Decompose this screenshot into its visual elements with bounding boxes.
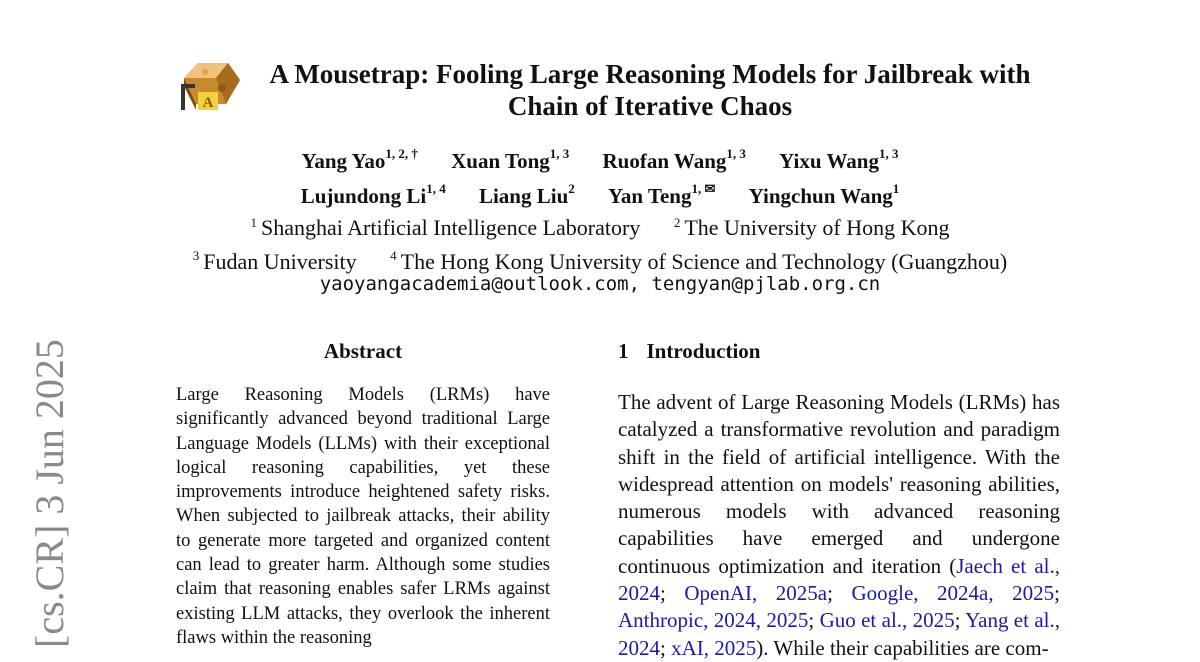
citation-link[interactable]: Google, 2024a, 2025 <box>851 581 1055 606</box>
author-list <box>0 141 1200 211</box>
author: Yingchun Wang$^1$ <box>748 181 900 208</box>
author-row <box>0 176 1200 211</box>
section-title: Introduction <box>646 339 761 363</box>
author: Liang Liu$^2$ <box>478 181 575 208</box>
affiliation-list <box>0 209 1200 276</box>
intro-text-tail: ). While their capabilities are com- <box>756 635 1049 660</box>
affiliation: $^2$ The University of Hong Kong <box>673 215 950 241</box>
arxiv-stamp: [cs.CR] 3 Jun 2025 <box>27 339 72 648</box>
svg-text:A: A <box>202 95 214 111</box>
citation-link[interactable]: Jaech et al., 2024 <box>618 553 1060 606</box>
citation-link[interactable]: Guo et al., 2025 <box>819 608 955 633</box>
intro-text-lead: The advent of Large Reasoning Models (LRMs) has catalyzed a transformative revolution and paradigm shift in the field of artificial intelligence. With the widespread attention on models' reasoning abilities, numerous models with advanced reasoning capabilities have emerged and undergone continuous optimization and iteration ( <box>618 390 1060 578</box>
citation-link[interactable]: Anthropic, 2024, 2025 <box>618 608 809 633</box>
introduction-heading <box>618 338 760 364</box>
citation-link[interactable]: xAI, 2025 <box>671 635 757 660</box>
affiliation: $^3$ Fudan University <box>192 248 357 274</box>
affiliation: $^4$ The Hong Kong University of Science and Technology (Guangzhou) <box>390 248 1008 274</box>
author: Yan Teng$^{1, ✉}$ <box>608 181 716 208</box>
abstract-heading: Abstract <box>323 339 403 363</box>
citation-link[interactable]: OpenAI, 2025a <box>684 581 828 606</box>
introduction-text: The advent of Large Reasoning Models (LRMs) has catalyzed a transformative revolution and paradigm shift in the field of artificial intelligence. With the widespread attention on models' reasoning abilities, numerous models with advanced reasoning capabilities have emerged and undergone continuous optimization and iteration (Jaech et al., 2024; OpenAI, 2025a; Google, 2024a, 2025; Anthropic, 2024, 2025; Guo et al., 2025; Yang et al., 2024; xAI, 2025). While their capabilities are com- <box>618 390 1060 660</box>
author: Xuan Tong$^{1, 3}$ <box>451 146 570 173</box>
section-number: 1 <box>618 339 629 363</box>
citation-link[interactable]: Yang et al., 2024 <box>618 608 1060 660</box>
abstract-text: Large Reasoning Models (LRMs) have significantly advanced beyond traditional Large Language Models (LLMs) with their exceptional logical reasoning capabilities, yet these improvements introduce heightened safety risks. When subjected to jailbreak attacks, their ability to generate more targeted and organized content can lead to greater harm. Although some studies claim that reasoning enables safer LRMs against existing LLM attacks, they overlook the inherent flaws within the reasoning <box>176 385 550 648</box>
mousetrap-logo-icon <box>178 58 244 118</box>
contact-emails[interactable]: yaoyangacademia@outlook.com, tengyan@pjlab.org.cn <box>319 273 881 295</box>
affiliation: $^1$ Shanghai Artificial Intelligence Laboratory <box>250 215 641 241</box>
author-row <box>0 141 1200 176</box>
author: Lujundong Li$^{1, 4}$ <box>300 181 446 208</box>
affiliation-row <box>0 209 1200 242</box>
author: Yixu Wang$^{1, 3}$ <box>779 146 899 173</box>
author: Yang Yao$^{1, 2, \dagger}$ <box>301 146 418 173</box>
author: Ruofan Wang$^{1, 3}$ <box>602 146 746 173</box>
paper-title: A Mousetrap: Fooling Large Reasoning Models for Jailbreak with Chain of Iterative Chaos <box>269 59 1031 121</box>
